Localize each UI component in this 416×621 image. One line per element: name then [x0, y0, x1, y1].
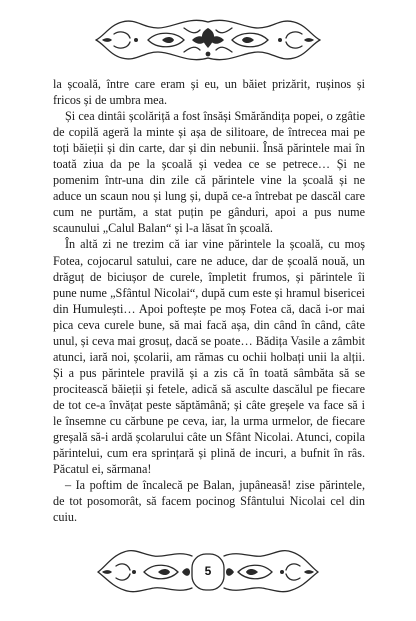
top-floral-ornament: [88, 14, 328, 66]
paragraph-smarandita: Și cea dintâi școlăriță a fost însăși Smărăndița popei, o zgâtie de copilă ageră la minte și așa de silitoare, de întrecea mai pe toți băieții și din carte, dar și din nebunii. Însă părintele mai în toată ziua da pe la școală și vedea ce se petrece… Și ne pomenim într-una din zile că părintele vine la școală și ne aduce un scaun nou și lung și, după ce-a întrebat pe dascăl care cum ne purtăm, a stat puțin pe gânduri, apoi a pus nume scaunului „Calul Balan“ și l-a lăsat în școală.: [53, 109, 365, 236]
paragraph-continuation: la școală, între care eram și eu, un băiet prizărit, rușinos și fricos și de umbra mea.: [53, 77, 365, 108]
page-number: 5: [204, 564, 212, 578]
body-text: [53, 76, 365, 525]
paragraph-mos-fotea: În altă zi ne trezim că iar vine părintele la școală, cu moș Fotea, cojocarul satului, care ne aduce, dar de școală nouă, un drăguț de biciușor de curele, împletit frumos, și părintele îi pune nume „Sfântul Nicolai“, după cum este și hramul bisericei din Humulești… Apoi poftește pe moș Fotea că, dacă i-or mai pica ceva curele bune, să mai facă așa, din când în când, câte unul, și ceva mai grosuț, dacă se poate… Bădița Vasile a zâmbit atunci, iară noi, școlarii, am rămas cu ochii holbați unii la alții. Și a pus părintele pravilă și a zis că în toată sâmbăta să se procitească băieții și fetele, adică să asculte dascălul pe fiecare de tot ce-a învățat peste săptămână; și câte greșele va face să i le însemne cu cărbune pe ceva, iar, la urma urmelor, de fiecare greșală să-i ardă școlarului câte un Sfânt Nicolai. Atunci, copila părintelui, cum era sprințară și plină de incuri, a bufnit în râs. Păcatul ei, sărmana!: [53, 237, 365, 477]
paragraph-dialogue: – Ia poftim de încalecă pe Balan, jupâneasă! zise părintele, de tot posomorât, să facem pocinog Sfântului Nicolai cel din cuiu.: [53, 478, 365, 525]
